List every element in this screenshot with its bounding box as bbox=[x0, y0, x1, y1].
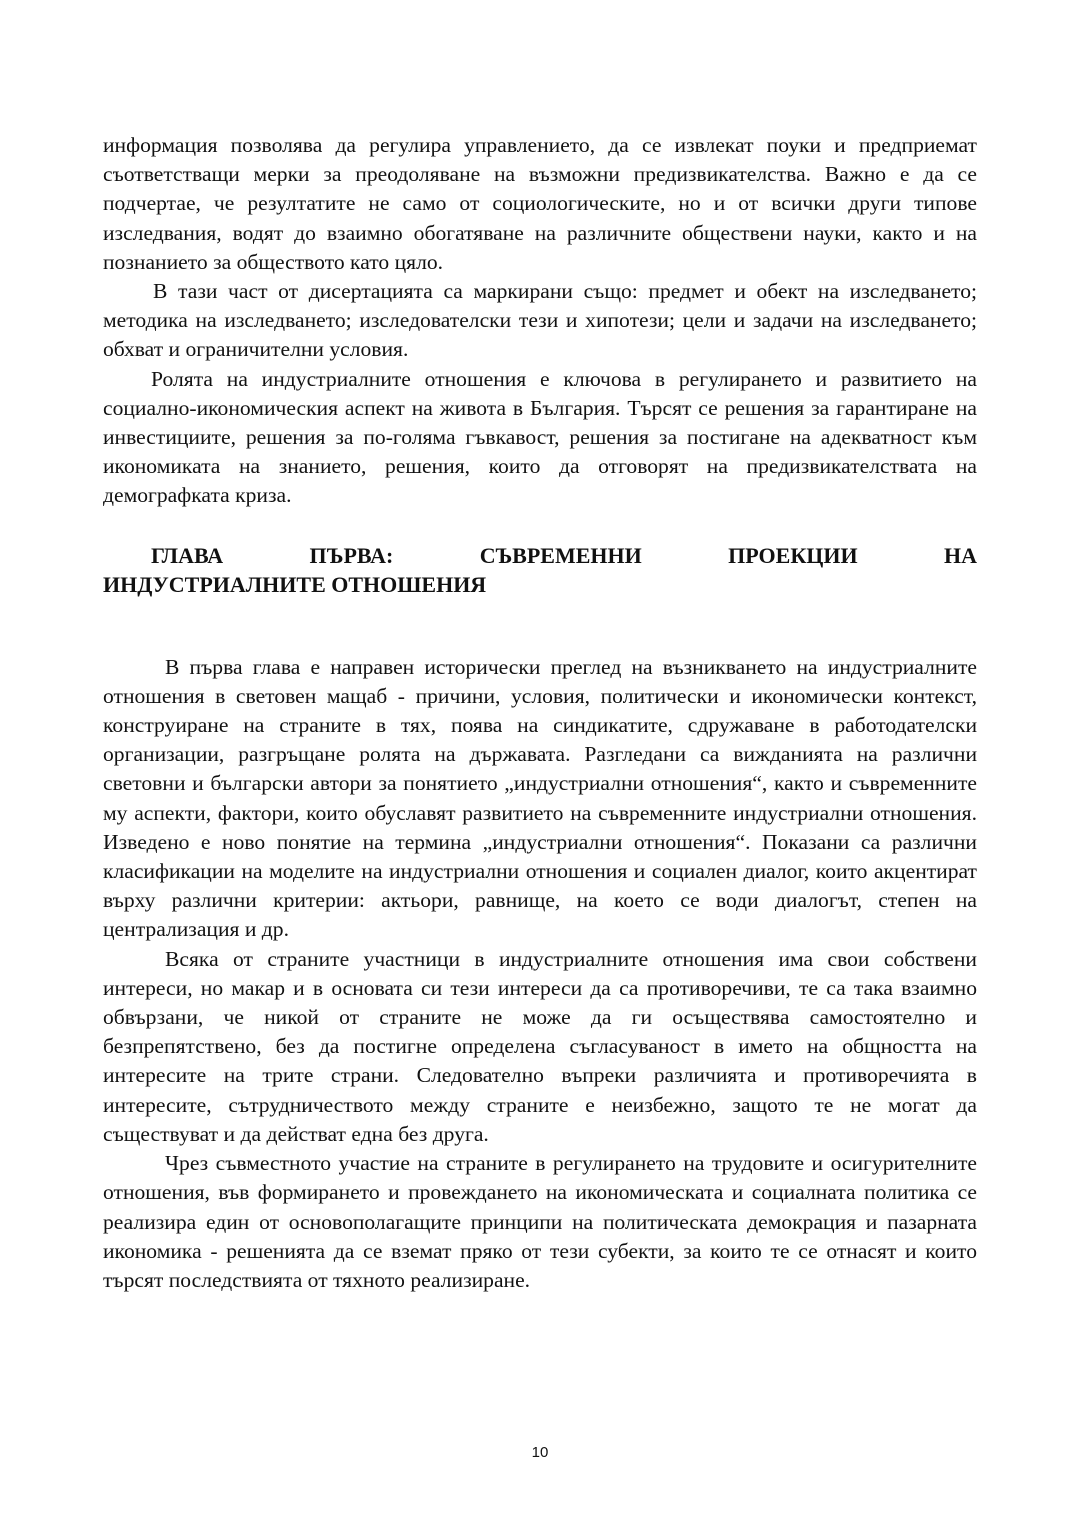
paragraph-research-scope: В тази част от дисертацията са маркирани също: предмет и обект на изследването; методика на изследването; изследователски тези и хипотези; цели и задачи на изследването; обхват и ограничителни условия. bbox=[103, 279, 977, 362]
paragraph-continuation: информация позволява да регулира управлението, да се извлекат поуки и предприемат съответстващи мерки за преодоляване на възможни предизвикателства. Важно е да се подчертае, че резултатите не само от социологическите, но и от всички други типове изследвания, водят до взаимно обогатяване на различните обществени науки, както и на познанието за обществото като цяло. bbox=[103, 133, 977, 274]
chapter-heading bbox=[103, 541, 977, 599]
heading-word: ГЛАВА bbox=[151, 542, 224, 568]
chapter-heading-line-2: ИНДУСТРИАЛНИТЕ ОТНОШЕНИЯ bbox=[103, 571, 487, 597]
heading-word: ПРОЕКЦИИ bbox=[728, 542, 858, 568]
paragraph-party-interests: Всяка от страните участници в индустриалните отношения има свои собствени интереси, но макар и в основата си тези интереси да са противоречиви, те са така взаимно обвързани, че никой от страните не може да ги осъществява самостоятелно и безпрепятствено, без да постигне определена съгласуваност в името на общността на интересите на трите страни. Следователно въпреки различията и противоречията в интересите, сътрудничеството между страните е неизбежно, защото те не могат да съществуват и да действат една без друга. bbox=[103, 946, 977, 1146]
heading-word: НА bbox=[943, 542, 977, 568]
page-number: 10 bbox=[531, 1444, 549, 1461]
chapter-heading-line-1 bbox=[103, 541, 977, 570]
heading-word: ПЪРВА: bbox=[309, 542, 394, 568]
paragraph-joint-participation: Чрез съвместното участие на страните в регулирането на трудовите и осигурителните отношения, във формирането и провеждането на икономическата и социалната политика се реализира един от основополагащите принципи на политическата демокрация и пазарната икономика - решенията да се вземат пряко от тези субекти, за които те се отнасят и които търсят последствията от тяхното реализиране. bbox=[103, 1151, 977, 1292]
document-body bbox=[103, 131, 977, 1295]
paragraph-chapter-overview: В първа глава е направен исторически преглед на възникването на индустриалните отношения в световен мащаб - причини, условия, политически и икономически контекст, конструиране на страните в тях, поява на синдикатите, сдружаване в работодателски организации, разгръщане ролята на държавата. Разгледани са вижданията на различни световни и български автори за понятието „индустриални отношения“, както и съвременните му аспекти, фактори, които обуславят развитието на съвременните индустриални отношения. Изведено е ново понятие на термина „индустриални отношения“. Показани са различни класификации на моделите на индустриални отношения и социален диалог, които акцентират върху различни критерии: актьори, равнище, на което се води диалогът, степен на централизация и др. bbox=[103, 654, 977, 942]
paragraph-industrial-relations-role: Ролята на индустриалните отношения е ключова в регулирането и развитието на социално-икономическия аспект на живота в България. Търсят се решения за гарантиране на инвестициите, решения за по-голяма гъвкавост, решения за постигане на адекватност към икономиката на знанието, решения, които да отговорят на предизвикателствата на демографката криза. bbox=[103, 366, 977, 508]
heading-word: СЪВРЕМЕННИ bbox=[479, 542, 642, 568]
